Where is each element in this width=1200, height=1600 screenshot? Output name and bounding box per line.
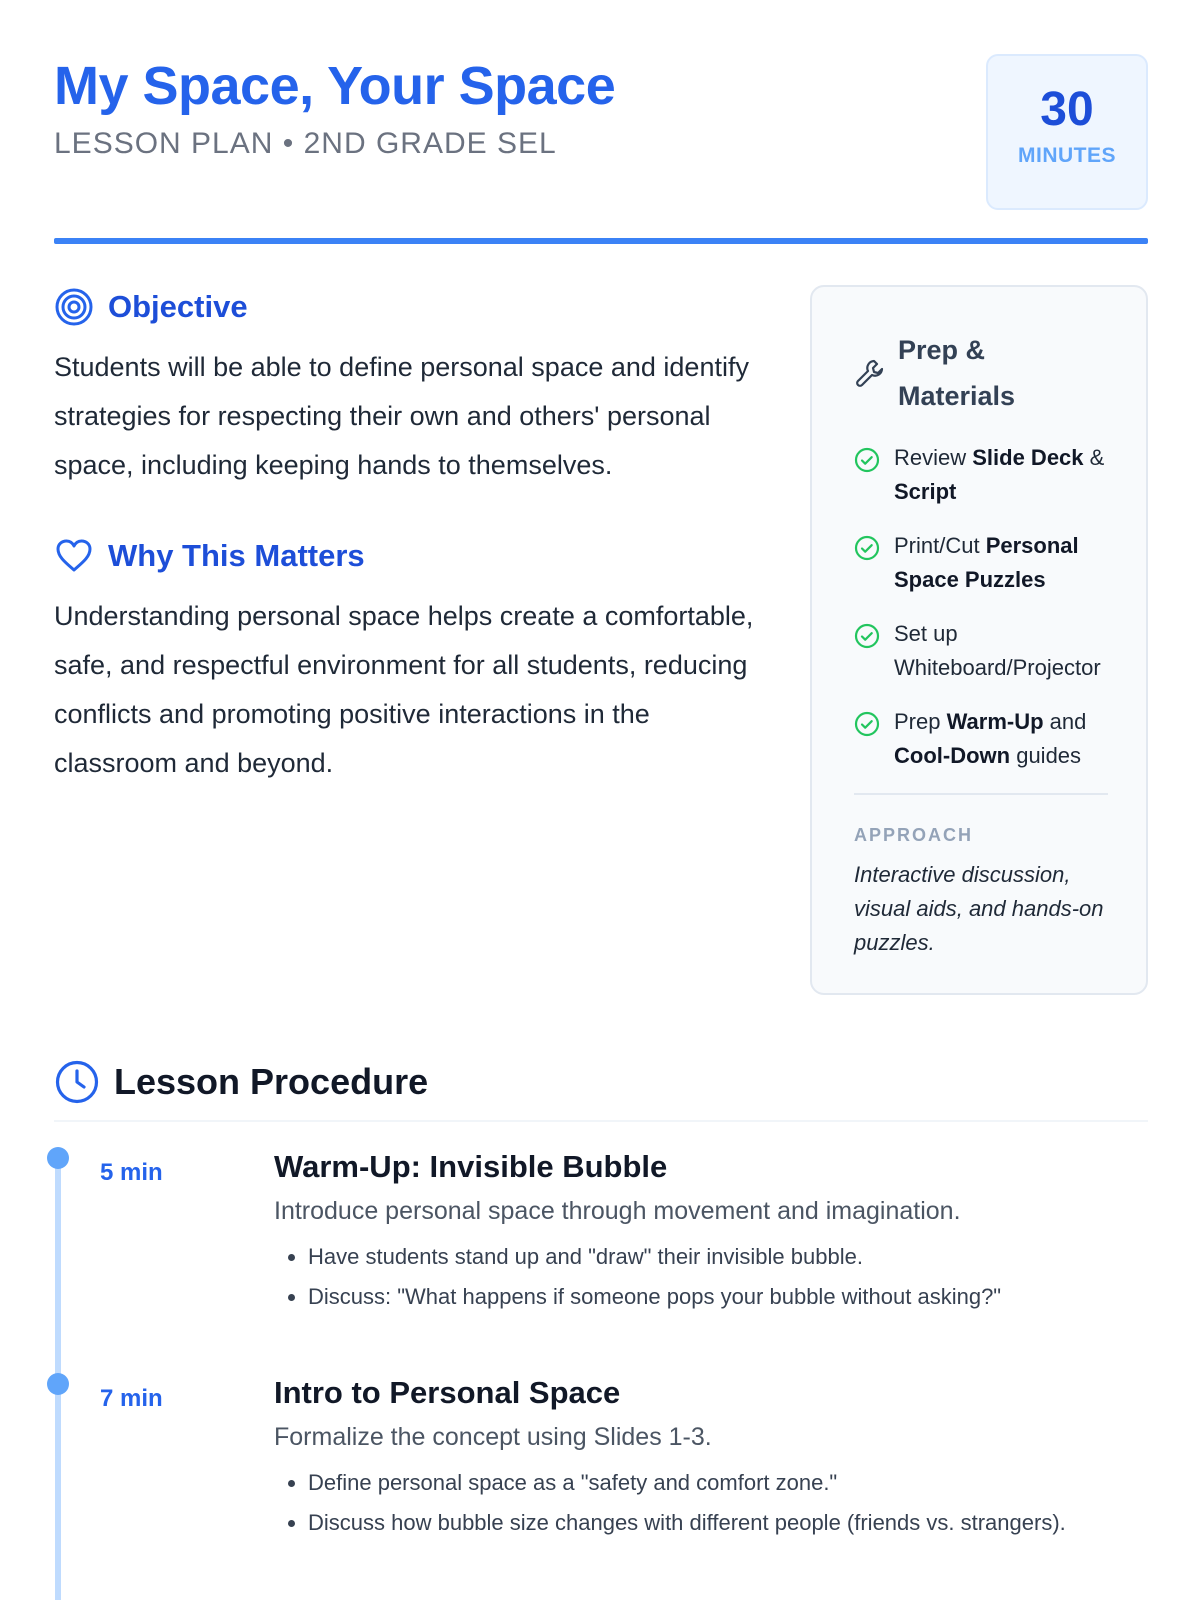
prep-materials-card [810,285,1148,995]
prep-heading [854,327,1120,419]
duration-unit: MINUTES [1018,144,1116,167]
why-label: Why This Matters [108,538,365,573]
step-bullets [274,1463,1154,1543]
wrench-icon [854,357,886,389]
page-subtitle: LESSON PLAN • 2ND GRADE SEL [54,127,557,160]
step-description: Formalize the concept using Slides 1-3. [274,1423,712,1451]
list-item: Prep Warm-Up and Cool-Down guides [854,705,1120,773]
materials-list [854,441,1120,773]
procedure-label: Lesson Procedure [114,1061,429,1102]
heart-icon [54,536,94,576]
list-item: Set up Whiteboard/Projector [854,617,1120,685]
objective-heading [54,285,766,329]
step-description: Introduce personal space through movement and imagination. [274,1197,961,1225]
step-title: Intro to Personal Space [274,1375,621,1410]
lesson-header [54,54,1148,244]
list-item: • Define personal space as a "safety and comfort zone." [308,1463,1154,1503]
approach-text: Interactive discussion, visual aids, and hands-on puzzles. [854,862,1104,955]
check-circle-icon [854,447,880,473]
main-column [54,285,766,788]
timeline-dot [47,1373,69,1395]
objective-text: Students will be able to define personal space and identify strategies for respecting their own and others' personal space, including keeping hands to themselves. [54,352,749,480]
list-item: • Discuss how bubble size changes with different people (friends vs. strangers). [308,1503,1154,1543]
why-text: Understanding personal space helps create a comfortable, safe, and respectful environment for all students, reducing conflicts and promoting positive interactions in the classroom and beyond. [54,601,754,778]
why-heading [54,534,766,578]
header-divider [54,238,1148,244]
list-item: Review Slide Deck & Script [854,441,1120,509]
list-item: • Discuss: "What happens if someone pops your bubble without asking?" [308,1277,1154,1317]
page-title: My Space, Your Space [54,56,616,116]
objective-label: Objective [108,289,248,324]
check-circle-icon [854,711,880,737]
list-item: Print/Cut Personal Space Puzzles [854,529,1120,597]
prep-label-line2: Materials [898,381,1016,411]
duration-value: 30 [1040,83,1094,136]
check-circle-icon [854,535,880,561]
prep-divider [854,793,1108,795]
list-item: • Have students stand up and "draw" their invisible bubble. [308,1237,1154,1277]
step-time: 7 min [100,1385,163,1412]
duration-badge [986,54,1148,210]
procedure-heading [54,1054,1148,1122]
timeline-dot [47,1147,69,1169]
target-icon [54,287,94,327]
check-circle-icon [854,623,880,649]
step-bullets [274,1237,1154,1317]
step-time: 5 min [100,1159,163,1186]
prep-label-line1: Prep & [898,335,986,365]
approach-label: APPROACH [854,825,974,845]
clock-icon [54,1059,100,1105]
step-title: Warm-Up: Invisible Bubble [274,1149,668,1184]
